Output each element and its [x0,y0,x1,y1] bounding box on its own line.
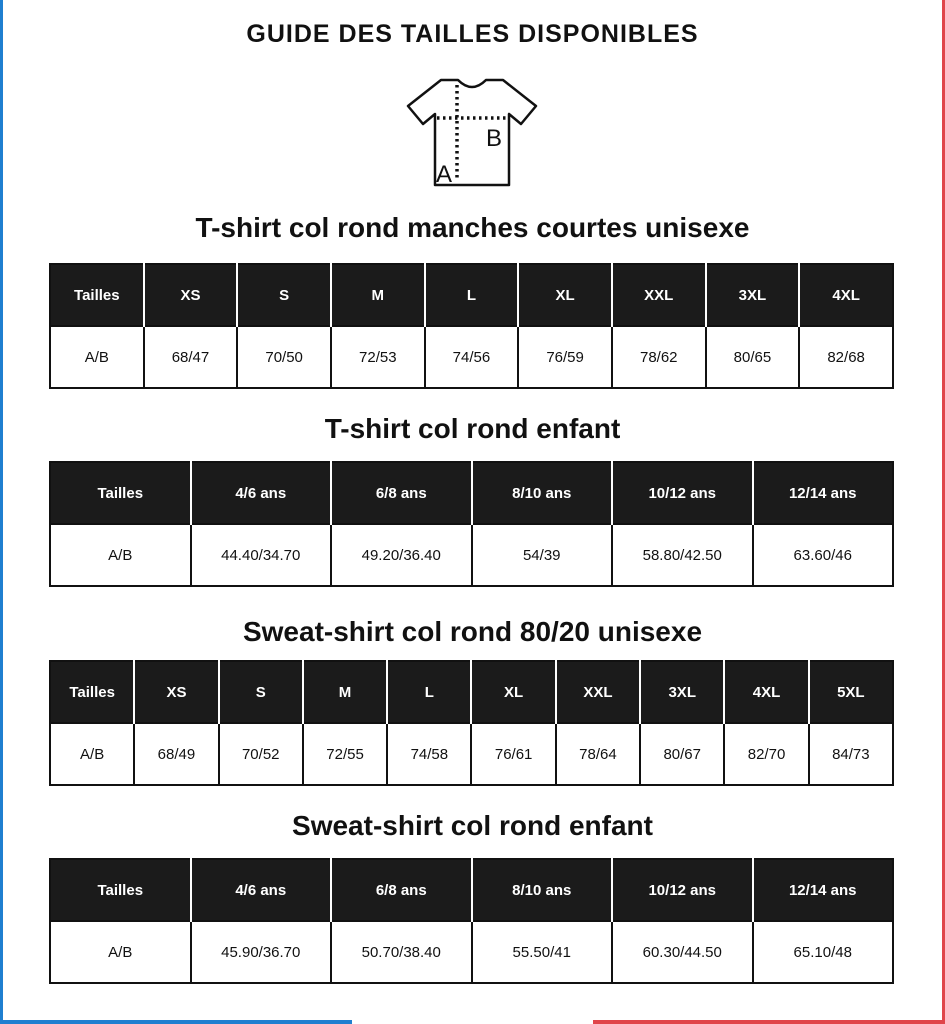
diagram-label-a: A [436,161,453,188]
measurement-cell: 49.20/36.40 [331,524,472,586]
diagram-label-b: B [486,125,503,152]
header-cell-size: 4/6 ans [191,462,332,524]
table-header-row [50,264,893,326]
table-header-row [50,462,893,524]
measurement-cell: 76/61 [471,723,555,785]
measurement-cell: 78/62 [612,326,706,388]
header-cell-size: 12/14 ans [753,859,894,921]
measurement-cell: 80/65 [706,326,800,388]
row-label-cell: A/B [50,921,191,983]
header-cell-tailles: Tailles [50,462,191,524]
page-title: GUIDE DES TAILLES DISPONIBLES [246,20,699,48]
header-cell-size: 10/12 ans [612,859,753,921]
row-label-cell: A/B [50,326,144,388]
measurement-cell: 74/56 [425,326,519,388]
measurement-cell: 78/64 [556,723,640,785]
header-cell-size: XXL [556,661,640,723]
table-row [50,723,893,785]
header-cell-size: 3XL [640,661,724,723]
header-cell-size: 8/10 ans [472,859,613,921]
flag-border-bottom-right [593,1020,945,1024]
header-cell-tailles: Tailles [50,264,144,326]
measurement-cell: 68/49 [134,723,218,785]
measurement-cell: 74/58 [387,723,471,785]
measurement-cell: 70/50 [237,326,331,388]
measurement-cell: 65.10/48 [753,921,894,983]
header-cell-size: S [237,264,331,326]
measurement-cell: 55.50/41 [472,921,613,983]
header-cell-size: M [303,661,387,723]
header-cell-size: 10/12 ans [612,462,753,524]
measurement-cell: 76/59 [518,326,612,388]
section-title-tshirt-unisexe: T-shirt col rond manches courtes unisexe [195,212,750,243]
measurement-cell: 72/53 [331,326,425,388]
header-cell-size: XS [134,661,218,723]
header-cell-size: 6/8 ans [331,859,472,921]
row-label-cell: A/B [50,723,134,785]
header-cell-tailles: Tailles [50,859,191,921]
table-header-row [50,859,893,921]
section-title-sweat-unisexe: Sweat-shirt col rond 80/20 unisexe [242,616,703,647]
header-cell-size: L [425,264,519,326]
measurement-cell: 70/52 [219,723,303,785]
measurement-cell: 72/55 [303,723,387,785]
measurement-cell: 82/70 [724,723,808,785]
table-row [50,921,893,983]
size-table-sweat-unisexe [49,660,894,786]
measurement-cell: 58.80/42.50 [612,524,753,586]
size-table-sweat-enfant [49,858,894,984]
tshirt-measurement-icon [404,72,540,190]
measurement-cell: 63.60/46 [753,524,894,586]
header-cell-size: M [331,264,425,326]
measurement-cell: 84/73 [809,723,893,785]
size-table-tshirt-enfant [49,461,894,587]
flag-border-bottom-left [0,1020,352,1024]
measurement-cell: 82/68 [799,326,893,388]
header-cell-size: 8/10 ans [472,462,613,524]
header-cell-size: 4XL [799,264,893,326]
header-cell-size: XS [144,264,238,326]
header-cell-size: 12/14 ans [753,462,894,524]
header-cell-size: XL [518,264,612,326]
measurement-cell: 54/39 [472,524,613,586]
table-row [50,524,893,586]
table-header-row [50,661,893,723]
measurement-cell: 50.70/38.40 [331,921,472,983]
measurement-cell: 80/67 [640,723,724,785]
header-cell-size: S [219,661,303,723]
row-label-cell: A/B [50,524,191,586]
measurement-cell: 44.40/34.70 [191,524,332,586]
measurement-cell: 45.90/36.70 [191,921,332,983]
header-cell-size: 3XL [706,264,800,326]
measurement-cell: 68/47 [144,326,238,388]
flag-border-left [0,0,3,1024]
measurement-cell: 60.30/44.50 [612,921,753,983]
section-title-sweat-enfant: Sweat-shirt col rond enfant [292,810,653,841]
section-title-tshirt-enfant: T-shirt col rond enfant [324,413,621,444]
header-cell-size: 4/6 ans [191,859,332,921]
size-table-tshirt-unisexe [49,263,894,389]
table-row [50,326,893,388]
header-cell-size: XXL [612,264,706,326]
header-cell-size: 6/8 ans [331,462,472,524]
header-cell-size: 4XL [724,661,808,723]
header-cell-size: L [387,661,471,723]
header-cell-tailles: Tailles [50,661,134,723]
header-cell-size: XL [471,661,555,723]
header-cell-size: 5XL [809,661,893,723]
